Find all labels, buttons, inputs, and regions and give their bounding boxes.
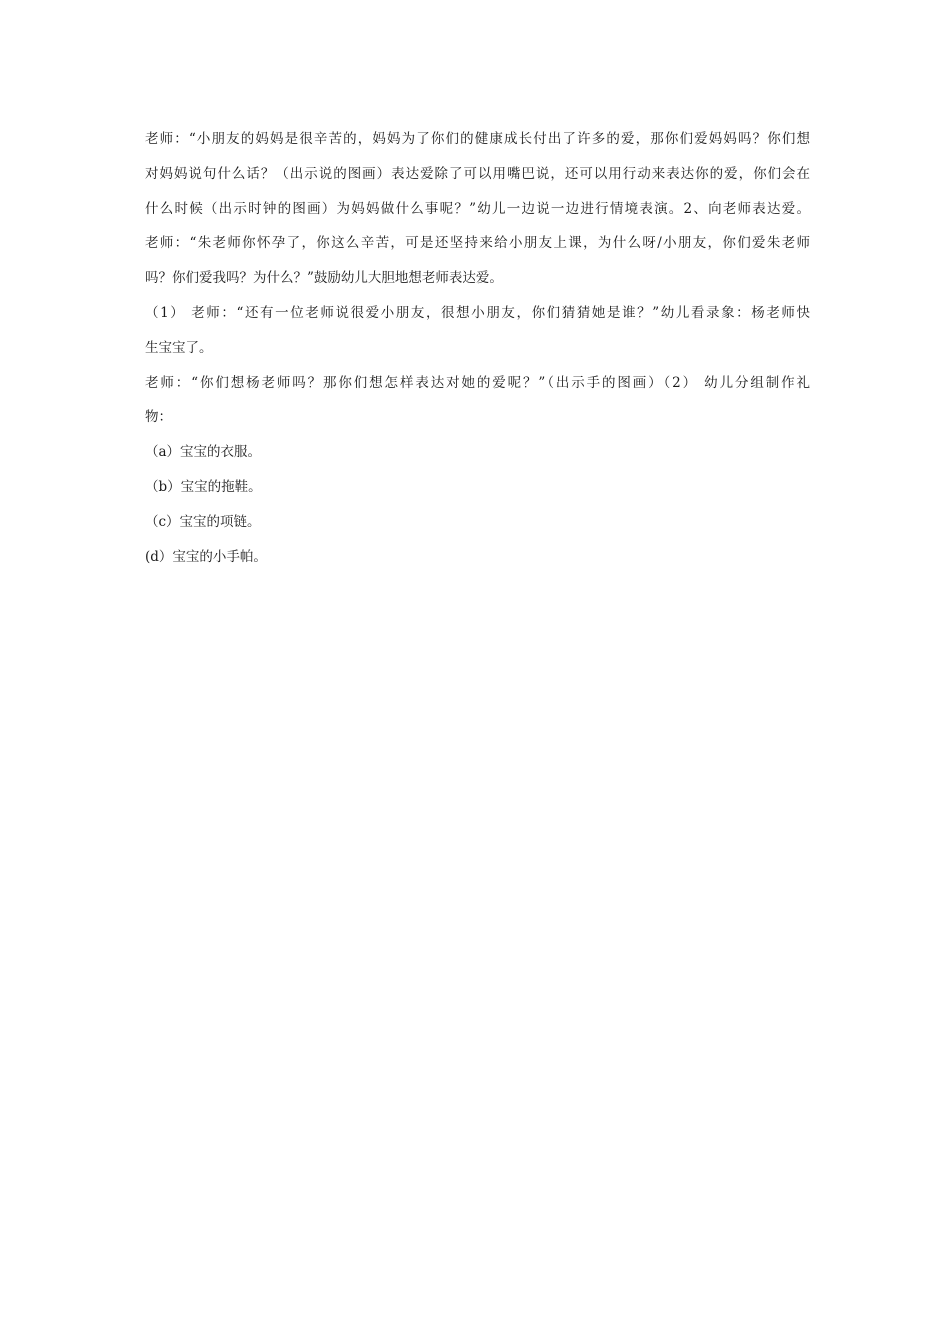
- paragraph-line: 老师：“小朋友的妈妈是很辛苦的，妈妈为了你们的健康成长付出了许多的爱，那你们爱妈妈吗？你们想: [145, 131, 810, 147]
- paragraph-line: （1） 老师：“还有一位老师说很爱小朋友，很想小朋友，你们猜猜她是谁？”幼儿看录象：杨老师快: [145, 304, 810, 321]
- list-item: (d）宝宝的小手帕。: [145, 548, 267, 565]
- paragraph-line: 吗？你们爱我吗？为什么？”鼓励幼儿大胆地想老师表达爱。: [145, 270, 503, 287]
- list-item: （b）宝宝的拖鞋。: [145, 478, 262, 495]
- paragraph-line: 生宝宝了。: [145, 339, 213, 356]
- document-body: [145, 122, 810, 574]
- paragraph-line: 物：: [145, 409, 172, 426]
- list-item: （c）宝宝的项链。: [145, 513, 261, 530]
- paragraph-line: 老师：“朱老师你怀孕了，你这么辛苦，可是还坚持来给小朋友上课，为什么呀/小朋友，你们爱朱老师: [145, 235, 810, 252]
- paragraph-line: 老师：“你们想杨老师吗？那你们想怎样表达对她的爱呢？”（出示手的图画）（2） 幼儿分组制作礼: [145, 374, 810, 391]
- paragraph-line: 什么时候（出示时钟的图画）为妈妈做什么事呢？”幼儿一边说一边进行情境表演。2、向老师表达爱。: [145, 200, 810, 217]
- paragraph-line: 对妈妈说句什么话？（出示说的图画）表达爱除了可以用嘴巴说，还可以用行动来表达你的爱，你们会在: [145, 165, 810, 182]
- list-item: （a）宝宝的衣服。: [145, 444, 262, 461]
